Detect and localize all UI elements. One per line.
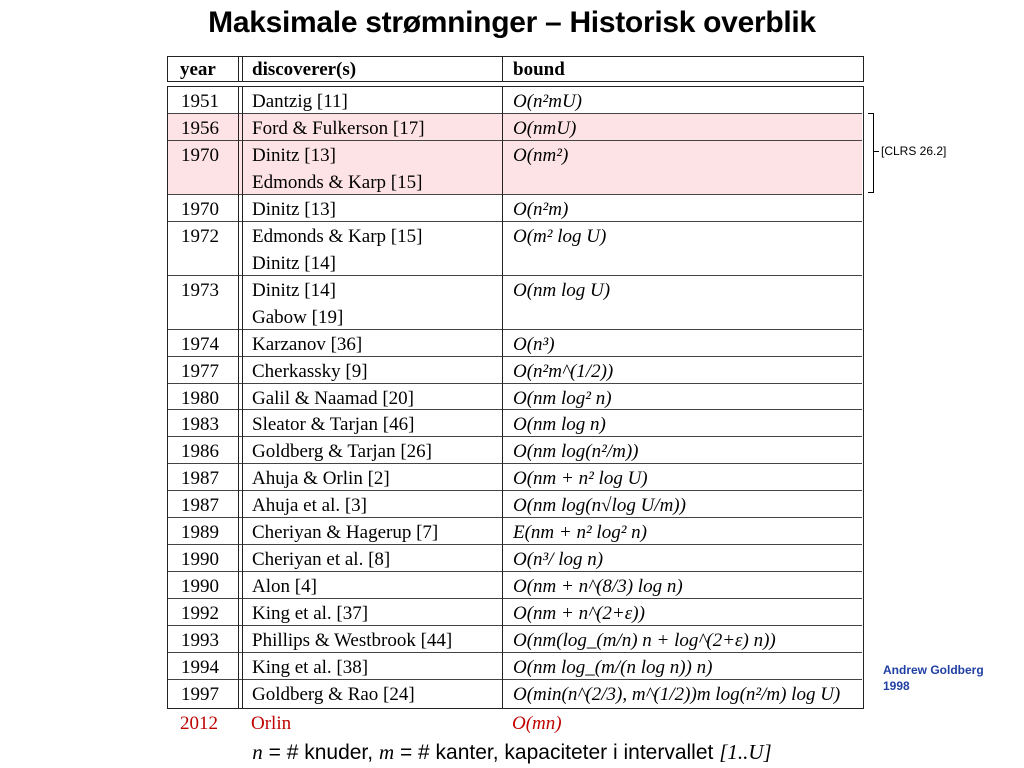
row-discoverers <box>252 546 390 573</box>
row-bound: O(min(n^(2/3), m^(1/2))m log(n²/m) log U) <box>513 684 841 706</box>
discoverer: Dantzig [11] <box>252 91 348 112</box>
row-discoverers <box>252 196 336 223</box>
orlin-name: Orlin <box>251 713 292 734</box>
credit <box>883 662 984 694</box>
row-bound: O(nm log(n²/m)) <box>513 441 639 463</box>
table-row <box>168 626 862 653</box>
row-discoverers <box>252 411 414 438</box>
table-body <box>167 86 864 709</box>
discoverer: King et al. [37] <box>252 603 369 625</box>
row-bound: O(nm log(n√log U/m)) <box>513 495 686 517</box>
row-bound: O(nm + n² log U) <box>513 468 648 490</box>
credit-name: Andrew Goldberg <box>883 663 984 677</box>
row-bound: O(n²m) <box>513 198 569 220</box>
table-row <box>168 545 862 572</box>
row-year: 1989 <box>181 522 219 544</box>
credit-year: 1998 <box>883 679 910 693</box>
discoverer: Dinitz [13] <box>252 198 336 220</box>
row-bound: O(nm²) <box>513 144 569 166</box>
row-bound: O(n²m^(1/2)) <box>513 360 614 382</box>
row-discoverers <box>252 681 415 708</box>
table-row <box>168 384 862 411</box>
table-row <box>168 437 862 464</box>
row-discoverers <box>252 492 367 519</box>
page-title: Maksimale strømninger – Historisk overblik <box>208 6 816 39</box>
clrs-bracket-tick <box>873 151 879 152</box>
row-bound: O(nm log U) <box>513 279 611 301</box>
discoverer: Karzanov [36] <box>252 333 363 355</box>
discoverer: Goldberg & Tarjan [26] <box>252 441 433 463</box>
row-year: 1970 <box>181 198 219 220</box>
table-row <box>168 680 862 707</box>
row-bound: E(nm + n² log² n) <box>513 522 647 544</box>
discoverer: Dinitz [14] <box>252 252 336 274</box>
row-discoverers <box>252 115 425 142</box>
discoverer: Galil & Naamad [20] <box>252 387 414 409</box>
table-row <box>168 599 862 626</box>
discoverer: King et al. [38] <box>252 657 369 679</box>
row-year: 1994 <box>181 657 219 679</box>
discoverer: Edmonds & Karp [15] <box>252 171 423 193</box>
table-row <box>168 114 862 141</box>
discoverer: Dinitz [13] <box>252 144 336 166</box>
table-row <box>168 464 862 491</box>
discoverer: Cheriyan et al. [8] <box>252 549 391 571</box>
discoverer: Ford & Fulkerson [17] <box>252 117 425 139</box>
row-discoverers <box>252 600 368 627</box>
row-discoverers <box>252 465 390 492</box>
discoverer: Phillips & Westbrook [44] <box>252 630 453 652</box>
footer-m-desc: = # kanter, kapaciteter i intervallet <box>394 741 720 764</box>
table-row <box>168 491 862 518</box>
row-discoverers <box>252 573 317 600</box>
discoverer: Alon [4] <box>252 576 317 598</box>
table-row <box>168 410 862 437</box>
orlin-bound: O(mn) <box>512 713 562 734</box>
table-row <box>168 572 862 599</box>
table-row <box>168 195 862 222</box>
row-year: 1972 <box>181 225 219 247</box>
clrs-reference: [CLRS 26.2] <box>881 144 947 158</box>
header-bound: bound <box>513 59 565 80</box>
row-year: 1980 <box>181 387 219 409</box>
row-discoverers <box>252 277 343 331</box>
column-divider <box>502 87 503 708</box>
row-year: 1993 <box>181 630 219 652</box>
row-discoverers <box>252 519 438 546</box>
discoverer: Edmonds & Karp [15] <box>252 225 423 247</box>
discoverer: Goldberg & Rao [24] <box>252 684 415 706</box>
table-row <box>168 276 862 330</box>
row-year: 1970 <box>181 144 219 166</box>
discoverer: Cherkassky [9] <box>252 360 368 382</box>
row-bound: O(n³/ log n) <box>513 549 604 571</box>
table-row <box>168 141 862 195</box>
row-bound: O(nmU) <box>513 117 577 139</box>
row-year: 1983 <box>181 414 219 436</box>
table-row <box>168 330 862 357</box>
row-bound: O(nm log n) <box>513 414 606 436</box>
row-bound: O(m² log U) <box>513 225 607 247</box>
header-discoverer: discoverer(s) <box>252 59 357 80</box>
row-year: 1951 <box>181 91 219 112</box>
row-year: 1992 <box>181 603 219 625</box>
footer-n-desc: = # knuder, <box>262 741 379 764</box>
row-discoverers <box>252 358 368 385</box>
row-year: 1977 <box>181 360 219 382</box>
row-discoverers <box>252 142 422 196</box>
row-bound: O(nm + n^(2+ε)) <box>513 603 645 625</box>
header-year: year <box>180 59 216 80</box>
row-year: 1986 <box>181 441 219 463</box>
row-year: 1990 <box>181 549 219 571</box>
row-year: 1997 <box>181 684 219 706</box>
table-row <box>168 87 862 114</box>
discoverer: Ahuja et al. [3] <box>252 495 368 517</box>
footer-m: m <box>378 740 395 764</box>
row-year: 1987 <box>181 468 219 490</box>
row-bound: O(nm + n^(8/3) log n) <box>513 576 683 598</box>
row-discoverers <box>252 385 414 412</box>
table-row <box>168 653 862 680</box>
table-header <box>167 56 864 82</box>
footer-n: n <box>252 740 263 764</box>
table-row <box>168 357 862 384</box>
row-discoverers <box>252 627 452 654</box>
row-bound: O(nm log_(m/(n log n)) n) <box>513 657 713 679</box>
row-year: 1987 <box>181 495 219 517</box>
row-discoverers <box>252 654 368 681</box>
table-row <box>168 518 862 545</box>
row-discoverers <box>252 438 432 465</box>
row-year: 1956 <box>181 117 219 139</box>
footer-note <box>0 740 1024 765</box>
discoverer: Cheriyan & Hagerup [7] <box>252 522 439 544</box>
clrs-bracket <box>868 113 874 193</box>
column-divider <box>238 87 239 708</box>
row-year: 1973 <box>181 279 219 301</box>
discoverer: Ahuja & Orlin [2] <box>252 468 390 490</box>
table-row <box>168 222 862 276</box>
footer-interval: [1..U] <box>719 740 772 764</box>
discoverer: Dinitz [14] <box>252 279 336 301</box>
row-year: 1974 <box>181 333 219 355</box>
row-year: 1990 <box>181 576 219 598</box>
row-bound: O(n²mU) <box>513 91 583 112</box>
discoverer: Sleator & Tarjan [46] <box>252 414 415 436</box>
row-discoverers <box>252 331 362 358</box>
row-bound: O(n³) <box>513 333 555 355</box>
column-divider <box>242 87 243 708</box>
row-discoverers <box>252 88 348 115</box>
row-bound: O(nm log² n) <box>513 387 612 409</box>
discoverer: Gabow [19] <box>252 306 344 328</box>
orlin-year: 2012 <box>180 713 218 734</box>
row-bound: O(nm(log_(m/n) n + log^(2+ε) n)) <box>513 630 776 652</box>
row-discoverers <box>252 223 422 277</box>
